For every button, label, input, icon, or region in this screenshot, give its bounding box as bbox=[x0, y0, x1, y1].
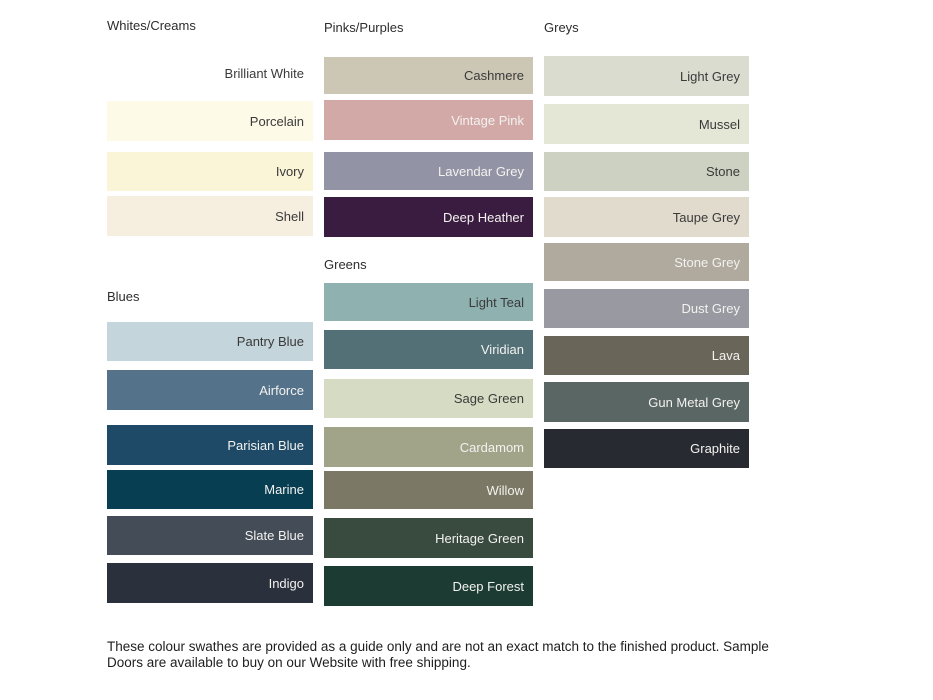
section-title-whites-creams: Whites/Creams bbox=[107, 18, 196, 33]
swatch-label: Mussel bbox=[698, 116, 740, 132]
section-title-blues: Blues bbox=[107, 289, 140, 304]
swatch-indigo bbox=[107, 563, 313, 603]
swatch-label: Stone Grey bbox=[674, 254, 740, 270]
swatch-label: Sage Green bbox=[453, 391, 524, 406]
swatch-sage-green bbox=[324, 379, 533, 418]
swatch-label: Parisian Blue bbox=[227, 437, 304, 453]
swatch-label: Graphite bbox=[690, 441, 740, 456]
swatch-heritage-green bbox=[324, 518, 533, 558]
swatch-lavendar-grey bbox=[324, 152, 533, 190]
swatch-label: Light Grey bbox=[680, 68, 740, 84]
swatch-label: Deep Heather bbox=[443, 209, 524, 225]
swatch-light-teal bbox=[324, 283, 533, 321]
swatch-label: Marine bbox=[264, 482, 304, 497]
swatch-label: Deep Forest bbox=[452, 578, 524, 594]
swatch-label: Lava bbox=[711, 348, 740, 363]
swatch-label: Viridian bbox=[480, 342, 524, 357]
swatch-label: Dust Grey bbox=[681, 301, 740, 316]
swatch-label: Ivory bbox=[275, 164, 304, 179]
swatch-viridian bbox=[324, 330, 533, 369]
section-title-greys: Greys bbox=[544, 20, 579, 35]
swatch-label: Shell bbox=[275, 208, 304, 224]
swatch-label: Willow bbox=[486, 482, 524, 498]
swatch-graphite bbox=[544, 429, 749, 468]
swatch-label: Airforce bbox=[259, 382, 304, 398]
swatch-label: Porcelain bbox=[249, 113, 304, 129]
swatch-cashmere bbox=[324, 57, 533, 94]
swatch-label: Stone bbox=[706, 164, 740, 179]
swatch-label: Pantry Blue bbox=[236, 334, 304, 349]
disclaimer-line-2: Doors are available to buy on our Website with free shipping. bbox=[107, 654, 471, 670]
disclaimer-text bbox=[107, 639, 787, 671]
swatch-label: Indigo bbox=[268, 575, 304, 591]
section-title-greens: Greens bbox=[324, 257, 367, 272]
swatch-label: Cardamom bbox=[459, 439, 524, 455]
disclaimer-line-1: These colour swathes are provided as a guide only and are not an exact match to the finished product. Sample bbox=[107, 639, 769, 654]
swatch-label: Cashmere bbox=[464, 68, 524, 83]
swatch-mussel bbox=[544, 104, 749, 144]
swatch-pantry-blue bbox=[107, 322, 313, 361]
swatch-deep-heather bbox=[324, 197, 533, 237]
swatch-brilliant-white bbox=[107, 54, 313, 93]
swatch-deep-forest bbox=[324, 566, 533, 606]
swatch-label: Brilliant White bbox=[224, 66, 304, 81]
section-title-pinks-purples: Pinks/Purples bbox=[324, 20, 404, 35]
swatch-label: Lavendar Grey bbox=[438, 163, 524, 179]
swatch-gun-metal-grey bbox=[544, 382, 749, 422]
swatch-vintage-pink bbox=[324, 100, 533, 140]
swatch-light-grey bbox=[544, 56, 749, 96]
swatch-label: Taupe Grey bbox=[672, 209, 740, 225]
swatch-slate-blue bbox=[107, 516, 313, 555]
swatch-parisian-blue bbox=[107, 425, 313, 465]
swatch-cardamom bbox=[324, 427, 533, 467]
swatch-shell bbox=[107, 196, 313, 236]
swatch-taupe-grey bbox=[544, 197, 749, 237]
swatch-label: Gun Metal Grey bbox=[648, 394, 740, 410]
swatch-marine bbox=[107, 470, 313, 509]
swatch-porcelain bbox=[107, 101, 313, 141]
swatch-stone-grey bbox=[544, 243, 749, 281]
swatch-lava bbox=[544, 336, 749, 375]
swatch-label: Slate Blue bbox=[244, 528, 304, 543]
swatch-willow bbox=[324, 471, 533, 509]
swatch-label: Light Teal bbox=[468, 294, 524, 310]
swatch-airforce bbox=[107, 370, 313, 410]
swatch-ivory bbox=[107, 152, 313, 191]
swatch-label: Heritage Green bbox=[435, 530, 524, 546]
swatch-label: Vintage Pink bbox=[451, 112, 524, 128]
swatch-dust-grey bbox=[544, 289, 749, 328]
swatch-stone bbox=[544, 152, 749, 191]
